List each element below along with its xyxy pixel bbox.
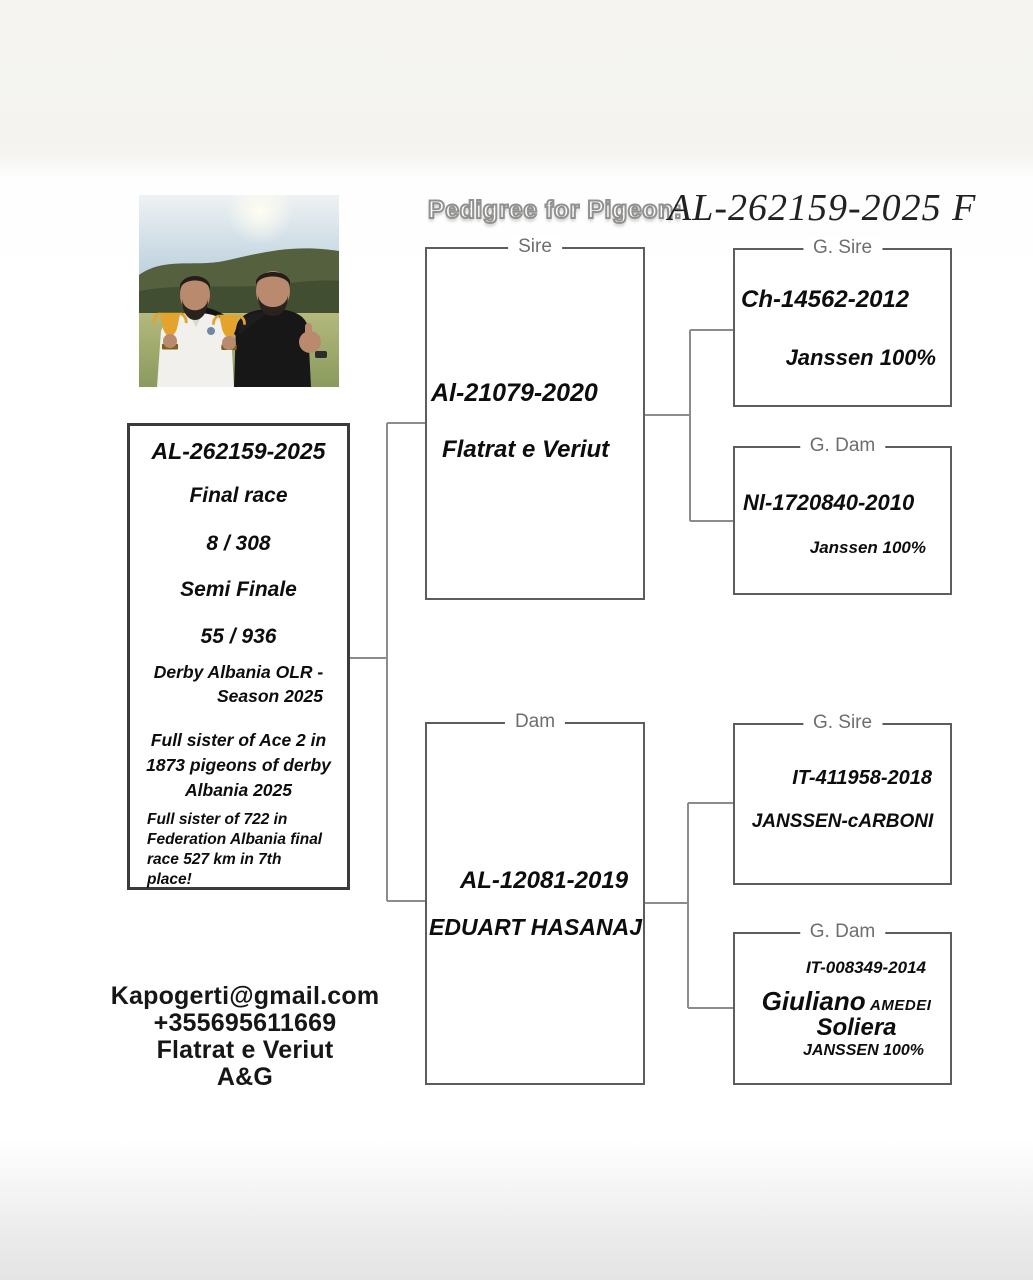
sire-gsire-box [733,237,952,407]
final-race-label: Final race [189,484,288,507]
final-race-result: 8 / 308 [206,532,271,555]
dam-gdam-box [733,921,952,1085]
sire-box [425,236,645,600]
dam-gsire-box [733,712,952,885]
note-full-sister-722: Full sister of 722 in Federation Albania final race 527 km in 7th place! [147,811,323,888]
sire-box-label: Sire [508,236,562,258]
contact-initials: A&G [216,1063,274,1091]
dam-owner: EDUART HASANAJ [429,914,642,940]
owners-photo [139,195,339,387]
dam-gdam-breeder: Giuliano AMEDEI [761,986,932,1016]
contact-phone: +355695611669 [153,1009,337,1037]
dam-gdam-city: Soliera [816,1014,897,1041]
derby-line2: Season 2025 [216,686,323,706]
pigeon-ring-number: AL-262159-2025 F [668,187,977,229]
dam-gdam-strain: JANSSEN 100% [803,1042,924,1059]
dam-gdam-ring: IT-008349-2014 [805,958,926,977]
derby-line1: Derby Albania OLR - [153,662,324,682]
dam-gsire-ring: IT-411958-2018 [792,767,932,789]
subject-info-box [127,423,350,890]
subject-ring: AL-262159-2025 [151,438,326,464]
note-full-sister-ace: Full sister of Ace 2 in 1873 pigeons of derby Albania 2025 [146,730,331,800]
dam-gsire-strain: JANSSEN-cARBONI [751,811,934,832]
sire-gdam-box [733,435,952,595]
sire-gsire-strain: Janssen 100% [785,345,936,370]
sire-gsire-ring: Ch-14562-2012 [741,286,910,313]
dam-ring: AL-12081-2019 [459,867,629,894]
dam-gdam-label: G. Dam [800,921,885,943]
contact-block [78,983,412,1091]
owners-photo-image [139,195,339,387]
dam-gsire-label: G. Sire [803,712,882,734]
contact-email: Kapogerti@gmail.com [110,982,380,1010]
dam-box-label: Dam [505,711,565,733]
page-title: Pedigree for Pigeon: [428,196,683,224]
sire-gdam-ring: Nl-1720840-2010 [743,490,915,515]
sire-gdam-strain: Janssen 100% [809,538,926,557]
dam-box [425,711,645,1085]
sire-gsire-label: G. Sire [803,237,882,259]
sire-ring: Al-21079-2020 [431,379,598,407]
contact-loft: Flatrat e Veriut [156,1036,334,1064]
semi-final-result: 55 / 936 [200,625,277,648]
sire-loft: Flatrat e Veriut [442,436,610,463]
semi-final-label: Semi Finale [180,578,297,601]
sire-gdam-label: G. Dam [800,435,885,457]
